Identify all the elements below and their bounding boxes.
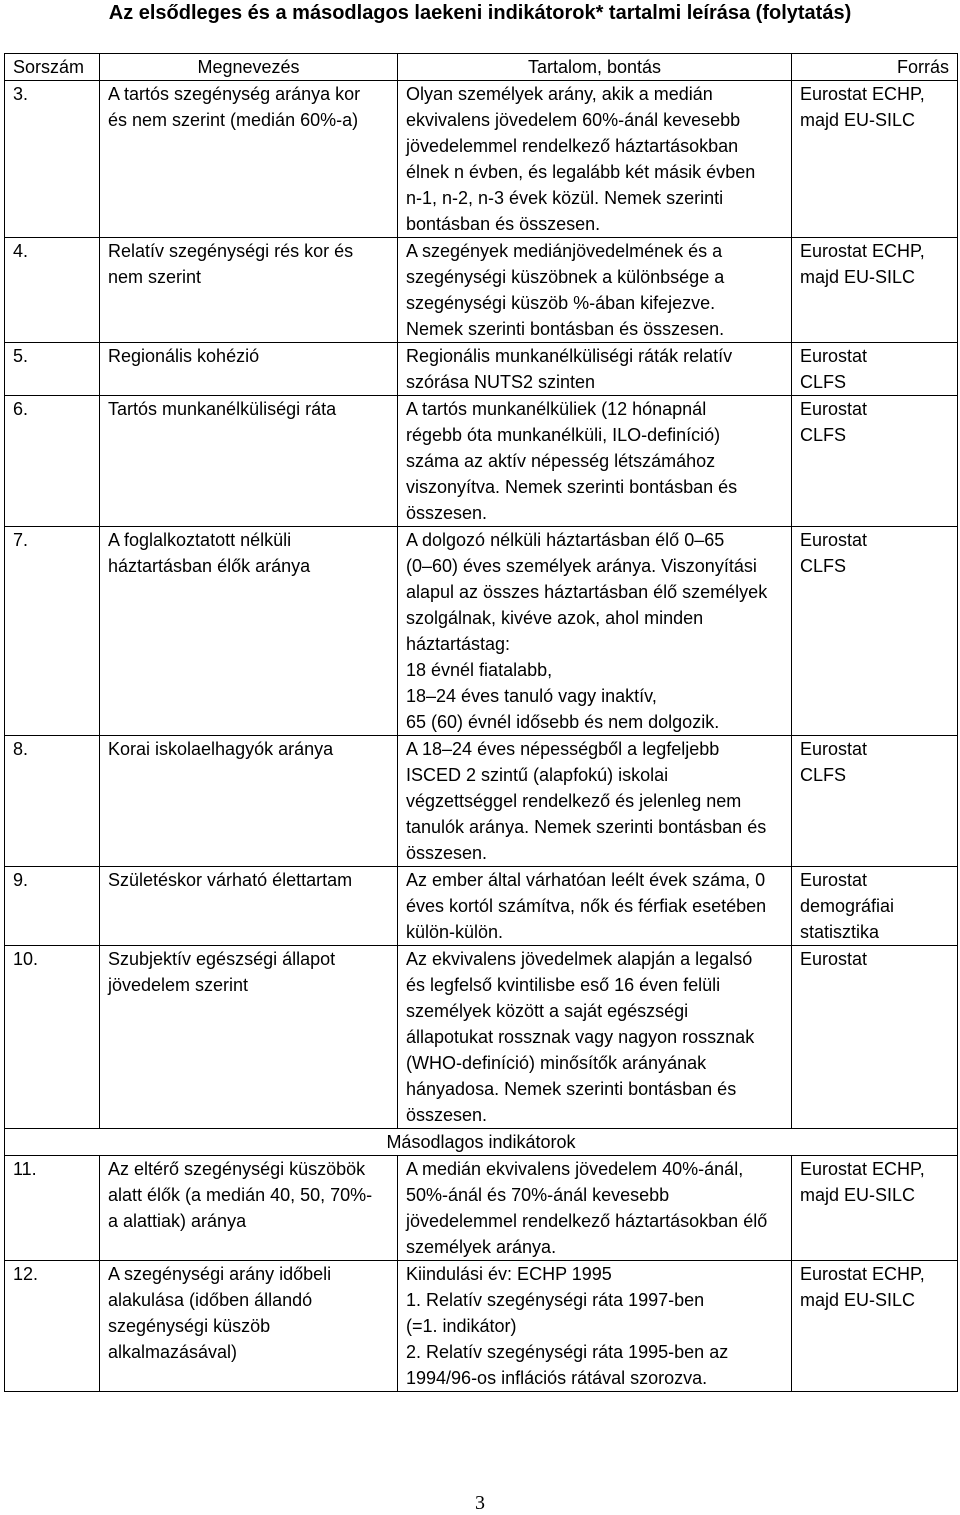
- indicator-content-line: szegénységi küszöb %-ában kifejezve.: [406, 293, 716, 313]
- indicator-content-line: 50%-ánál és 70%-ánál kevesebb: [406, 1185, 670, 1205]
- indicator-table: [4, 53, 958, 1392]
- indicator-source-line: demográfiai: [800, 896, 895, 916]
- indicator-source-line: Eurostat ECHP,: [800, 241, 925, 261]
- header-number: Sorszám: [5, 54, 100, 81]
- primary-indicators: [5, 81, 958, 1129]
- table-row: [5, 1261, 958, 1392]
- indicator-content: [398, 946, 792, 1129]
- indicator-content-line: 2. Relatív szegénységi ráta 1995-ben az: [406, 1342, 729, 1362]
- indicator-content-line: Kiindulási év: ECHP 1995: [406, 1264, 612, 1284]
- indicator-content-line: (=1. indikátor): [406, 1316, 517, 1336]
- row-number: 8.: [5, 736, 100, 867]
- indicator-content-line: 1. Relatív szegénységi ráta 1997-ben: [406, 1290, 705, 1310]
- indicator-source-line: CLFS: [800, 765, 847, 785]
- indicator-content-line: Nemek szerinti bontásban és összesen.: [406, 319, 725, 339]
- indicator-content-line: szolgálnak, kivéve azok, ahol minden: [406, 608, 704, 628]
- indicator-content-line: régebb óta munkanélküli, ILO-definíció): [406, 425, 721, 445]
- table-row: [5, 946, 958, 1129]
- secondary-header: Másodlagos indikátorok: [5, 1129, 958, 1156]
- indicator-name-line: alatt élők (a medián 40, 50, 70%-: [108, 1185, 373, 1205]
- indicator-content-line: személyek aránya.: [406, 1237, 557, 1257]
- indicator-name: [100, 1156, 398, 1261]
- indicator-name-line: Relatív szegénységi rés kor és: [108, 241, 354, 261]
- indicator-content-line: tanulók aránya. Nemek szerinti bontásban és: [406, 817, 767, 837]
- indicator-name: [100, 343, 398, 396]
- indicator-content-line: A dolgozó nélküli háztartásban élő 0–65: [406, 530, 725, 550]
- indicator-content-line: végzettséggel rendelkező és jelenleg nem: [406, 791, 742, 811]
- indicator-name: [100, 527, 398, 736]
- indicator-source-line: CLFS: [800, 372, 847, 392]
- indicator-source-line: statisztika: [800, 922, 880, 942]
- indicator-content-line: (0–60) éves személyek aránya. Viszonyítási: [406, 556, 757, 576]
- indicator-content-line: alapul az összes háztartásban élő személyek: [406, 582, 768, 602]
- indicator-name-line: szegénységi küszöb: [108, 1316, 271, 1336]
- secondary-section: [5, 1129, 958, 1156]
- indicator-name-line: háztartásban élők aránya: [108, 556, 311, 576]
- indicator-name-line: nem szerint: [108, 267, 202, 287]
- indicator-source-line: Eurostat: [800, 949, 868, 969]
- indicator-source: [792, 1156, 958, 1261]
- indicator-content: [398, 736, 792, 867]
- indicator-source-line: Eurostat ECHP,: [800, 84, 925, 104]
- indicator-content: [398, 1261, 792, 1392]
- table-row: [5, 238, 958, 343]
- indicator-source-line: majd EU-SILC: [800, 1290, 916, 1310]
- indicator-name: [100, 81, 398, 238]
- row-number: 11.: [5, 1156, 100, 1261]
- indicator-content-line: Az ember által várhatóan leélt évek száma, 0: [406, 870, 766, 890]
- indicator-name-line: A foglalkoztatott nélküli: [108, 530, 292, 550]
- indicator-source: [792, 736, 958, 867]
- indicator-source: [792, 396, 958, 527]
- indicator-name: [100, 867, 398, 946]
- indicator-content-line: háztartástag:: [406, 634, 511, 654]
- row-number: 12.: [5, 1261, 100, 1392]
- indicator-name: [100, 238, 398, 343]
- table-row: [5, 81, 958, 238]
- table-row: [5, 867, 958, 946]
- indicator-content-line: A szegények mediánjövedelmének és a: [406, 241, 723, 261]
- indicator-source-line: Eurostat: [800, 530, 868, 550]
- indicator-content-line: 18–24 éves tanuló vagy inaktív,: [406, 686, 657, 706]
- indicator-content: [398, 1156, 792, 1261]
- indicator-source-line: majd EU-SILC: [800, 110, 916, 130]
- indicator-content: [398, 867, 792, 946]
- indicator-name-line: Korai iskolaelhagyók aránya: [108, 739, 334, 759]
- secondary-header-row: [5, 1129, 958, 1156]
- row-number: 5.: [5, 343, 100, 396]
- row-number: 10.: [5, 946, 100, 1129]
- indicator-source-line: majd EU-SILC: [800, 267, 916, 287]
- page-title: Az elsődleges és a másodlagos laekeni indikátorok* tartalmi leírása (folytatás): [108, 2, 852, 24]
- row-number: 6.: [5, 396, 100, 527]
- indicator-content-line: viszonyítva. Nemek szerinti bontásban és: [406, 477, 738, 497]
- indicator-content-line: összesen.: [406, 843, 488, 863]
- indicator-source-line: Eurostat: [800, 399, 868, 419]
- indicator-content-line: 1994/96-os inflációs rátával szorozva.: [406, 1368, 708, 1388]
- indicator-name-line: és nem szerint (medián 60%-a): [108, 110, 359, 130]
- indicator-source-line: Eurostat ECHP,: [800, 1264, 925, 1284]
- row-number: 7.: [5, 527, 100, 736]
- indicator-name: [100, 736, 398, 867]
- table-row: [5, 1156, 958, 1261]
- indicator-content: [398, 343, 792, 396]
- indicator-content-line: bontásban és összesen.: [406, 214, 601, 234]
- indicator-source-line: CLFS: [800, 556, 847, 576]
- row-number: 4.: [5, 238, 100, 343]
- header-content: Tartalom, bontás: [398, 54, 792, 81]
- indicator-content-line: külön-külön.: [406, 922, 504, 942]
- indicator-content-line: szórása NUTS2 szinten: [406, 372, 596, 392]
- indicator-source: [792, 946, 958, 1129]
- indicator-name: [100, 946, 398, 1129]
- indicator-name-line: Tartós munkanélküliségi ráta: [108, 399, 337, 419]
- indicator-content-line: jövedelemmel rendelkező háztartásokban: [406, 136, 739, 156]
- indicator-content-line: ISCED 2 szintű (alapfokú) iskolai: [406, 765, 669, 785]
- indicator-name-line: Szubjektív egészségi állapot: [108, 949, 336, 969]
- row-number: 3.: [5, 81, 100, 238]
- indicator-name: [100, 1261, 398, 1392]
- indicator-source: [792, 81, 958, 238]
- indicator-content: [398, 238, 792, 343]
- indicator-content-line: összesen.: [406, 1105, 488, 1125]
- indicator-content-line: összesen.: [406, 503, 488, 523]
- indicator-source: [792, 527, 958, 736]
- indicator-name-line: a alattiak) aránya: [108, 1211, 247, 1231]
- indicator-content-line: személyek között a saját egészségi: [406, 1001, 689, 1021]
- table-header-row: [5, 54, 958, 81]
- indicator-content-line: hányadosa. Nemek szerinti bontásban és: [406, 1079, 737, 1099]
- secondary-indicators: [5, 1156, 958, 1392]
- table-row: [5, 736, 958, 867]
- indicator-source: [792, 238, 958, 343]
- indicator-content-line: A tartós munkanélküliek (12 hónapnál: [406, 399, 707, 419]
- indicator-source-line: Eurostat: [800, 739, 868, 759]
- indicator-name: [100, 396, 398, 527]
- indicator-content-line: jövedelemmel rendelkező háztartásokban élő: [406, 1211, 768, 1231]
- indicator-content-line: A medián ekvivalens jövedelem 40%-ánál,: [406, 1159, 744, 1179]
- indicator-content-line: ekvivalens jövedelem 60%-ánál kevesebb: [406, 110, 741, 130]
- indicator-content: [398, 81, 792, 238]
- indicator-content-line: A 18–24 éves népességből a legfeljebb: [406, 739, 720, 759]
- indicator-source-line: Eurostat ECHP,: [800, 1159, 925, 1179]
- indicator-content-line: Regionális munkanélküliségi ráták relatív: [406, 346, 733, 366]
- indicator-content-line: n-1, n-2, n-3 évek közül. Nemek szerinti: [406, 188, 724, 208]
- header-source: Forrás: [792, 54, 958, 81]
- indicator-content: [398, 527, 792, 736]
- indicator-source: [792, 343, 958, 396]
- indicator-content: [398, 396, 792, 527]
- indicator-name-line: Az eltérő szegénységi küszöbök: [108, 1159, 366, 1179]
- indicator-name-line: A szegénységi arány időbeli: [108, 1264, 332, 1284]
- indicator-content-line: élnek n évben, és legalább két másik évben: [406, 162, 756, 182]
- indicator-content-line: Az ekvivalens jövedelmek alapján a legalsó: [406, 949, 753, 969]
- indicator-source-line: Eurostat: [800, 870, 868, 890]
- indicator-source-line: CLFS: [800, 425, 847, 445]
- indicator-name-line: Születéskor várható élettartam: [108, 870, 353, 890]
- table-row: [5, 527, 958, 736]
- indicator-source-line: Eurostat: [800, 346, 868, 366]
- indicator-content-line: szegénységi küszöbnek a különbsége a: [406, 267, 725, 287]
- indicator-name-line: alkalmazásával): [108, 1342, 238, 1362]
- indicator-name-line: Regionális kohézió: [108, 346, 260, 366]
- row-number: 9.: [5, 867, 100, 946]
- indicator-content-line: 65 (60) évnél idősebb és nem dolgozik.: [406, 712, 720, 732]
- indicator-source: [792, 867, 958, 946]
- table-row: [5, 343, 958, 396]
- indicator-name-line: A tartós szegénység aránya kor: [108, 84, 361, 104]
- indicator-content-line: (WHO-definíció) minősítők arányának: [406, 1053, 707, 1073]
- indicator-content-line: 18 évnél fiatalabb,: [406, 660, 553, 680]
- indicator-source: [792, 1261, 958, 1392]
- indicator-name-line: alakulása (időben állandó: [108, 1290, 313, 1310]
- indicator-content-line: állapotukat rossznak vagy nagyon rossznak: [406, 1027, 755, 1047]
- indicator-name-line: jövedelem szerint: [108, 975, 249, 995]
- indicator-content-line: éves kortól számítva, nők és férfiak esetében: [406, 896, 767, 916]
- header-name: Megnevezés: [100, 54, 398, 81]
- page-number: 3: [475, 1492, 485, 1514]
- indicator-content-line: Olyan személyek arány, akik a medián: [406, 84, 713, 104]
- indicator-content-line: és legfelső kvintilisbe eső 16 éven felüli: [406, 975, 721, 995]
- indicator-source-line: majd EU-SILC: [800, 1185, 916, 1205]
- indicator-content-line: száma az aktív népesség létszámához: [406, 451, 716, 471]
- table-row: [5, 396, 958, 527]
